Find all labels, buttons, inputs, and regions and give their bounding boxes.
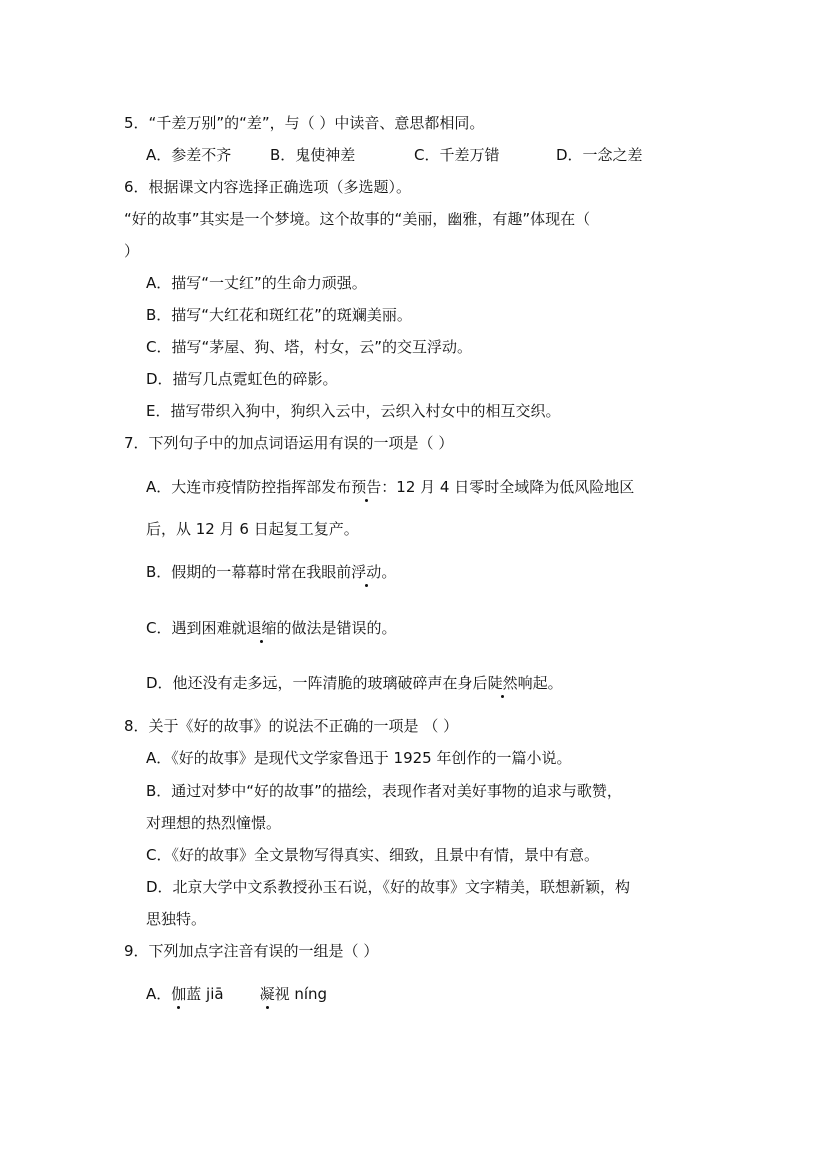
q7-option-a-continued: 后，从 12 月 6 日起复工复产。 (146, 520, 359, 538)
q7-option-b-text-pre: B．假期的一幕幕时常在我眼前 (146, 563, 352, 581)
q7-option-c-text-pre: C．遇到困难就 (146, 619, 247, 637)
q5-option-d: D．一念之差 (556, 146, 643, 164)
q7-stem: 7．下列句子中的加点词语运用有误的一项是（ ） (124, 434, 454, 452)
q7-option-d-text-post: 响起。 (517, 674, 563, 692)
q6-option-d: D．描写几点霓虹色的碎影。 (146, 370, 338, 388)
q8-option-c: C．《好的故事》全文景物写得真实、细致，且景中有情，景中有意。 (146, 846, 599, 864)
q6-option-a: A．描写“一丈红”的生命力顽强。 (146, 274, 367, 292)
q6-prompt-line2: ） (124, 242, 140, 260)
q6-option-e: E．描写带织入狗中，狗织入云中，云织入村女中的相互交织。 (146, 402, 561, 420)
q7-option-b (146, 562, 396, 582)
q6-stem: 6．根据课文内容选择正确选项（多选题）。 (124, 178, 412, 196)
q7-option-b-dotted-word: 浮动 (351, 563, 382, 581)
q6-option-b: B．描写“大红花和斑红花”的斑斓美丽。 (146, 306, 412, 324)
q7-option-a-text-post: ：12 月 4 日零时全域降为低风险地区 (381, 478, 635, 496)
q9-word2-rest: 视 níng (274, 985, 328, 1003)
q7-option-a-text-pre: A．大连市疫情防控指挥部发布 (146, 478, 352, 496)
q7-option-b-text-post: 。 (381, 563, 397, 581)
q7-option-d-dotted-word: 陡然 (487, 674, 518, 692)
q8-option-b: B．通过对梦中“好的故事”的描绘，表现作者对美好事物的追求与歌赞， (146, 782, 622, 800)
q8-option-b-continued: 对理想的热烈憧憬。 (146, 814, 282, 832)
q5-options (146, 145, 706, 165)
q7-option-c (146, 618, 397, 638)
q9-word1-rest: 蓝 jiā (186, 985, 224, 1003)
q7-option-c-dotted-word: 退缩 (246, 619, 277, 637)
q5-option-c: C．千差万错 (414, 146, 500, 164)
q6-prompt-line1: “好的故事”其实是一个梦境。这个故事的“美丽，幽雅，有趣”体现在（ (124, 210, 591, 228)
q7-option-d (146, 673, 563, 693)
q9-option-a (146, 984, 327, 1004)
q8-option-a: A．《好的故事》是现代文学家鲁迅于 1925 年创作的一篇小说。 (146, 749, 572, 767)
q5-option-a: A．参差不齐 (146, 146, 232, 164)
q9-word1-dotted-char: 伽 (171, 985, 187, 1003)
q9-stem: 9．下列加点字注音有误的一组是（ ） (124, 942, 379, 960)
q7-option-a-dotted-word: 预告 (351, 478, 382, 496)
q6-option-c: C．描写“茅屋、狗、塔，村女，云”的交互浮动。 (146, 338, 473, 356)
q8-option-d-continued: 思独特。 (146, 910, 207, 928)
q9-word2-dotted-char: 凝 (259, 985, 275, 1003)
q5-stem: 5．“千差万别”的“差”，与（ ）中读音、意思都相同。 (124, 114, 485, 132)
q7-option-c-text-post: 的做法是错误的。 (276, 619, 397, 637)
q9-option-a-label: A． (146, 985, 172, 1003)
q7-option-d-text-pre: D．他还没有走多远，一阵清脆的玻璃破碎声在身后 (146, 674, 488, 692)
q7-option-a (146, 477, 634, 497)
q5-option-b: B．鬼使神差 (270, 146, 356, 164)
q8-stem: 8．关于《好的故事》的说法不正确的一项是 （ ） (124, 717, 459, 735)
q8-option-d: D．北京大学中文系教授孙玉石说，《好的故事》文字精美，联想新颖，构 (146, 878, 631, 896)
